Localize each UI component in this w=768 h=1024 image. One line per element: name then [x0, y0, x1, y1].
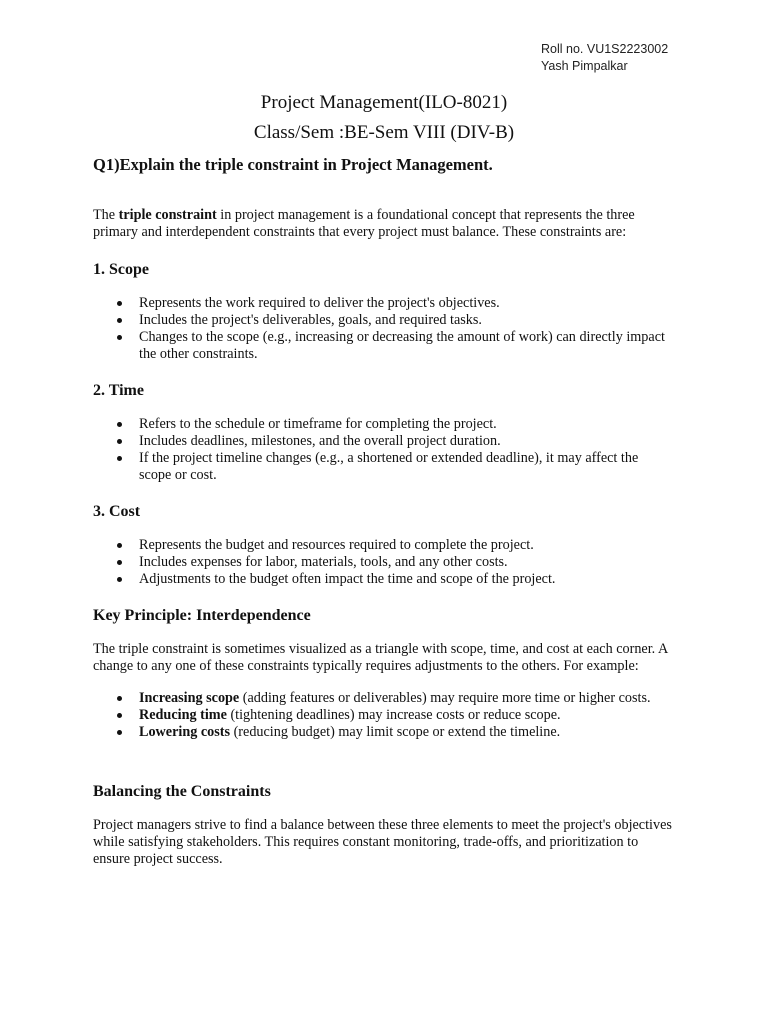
answer-body — [93, 207, 673, 868]
course-title: Project Management(ILO-8021) — [260, 92, 508, 113]
intro-pre: The — [93, 207, 119, 223]
student-header — [541, 41, 668, 75]
item-bold: Lowering costs — [139, 724, 231, 740]
item-bold: Increasing scope — [139, 690, 240, 706]
student-name: Yash Pimpalkar — [541, 59, 628, 73]
item-bold: Reducing time — [139, 707, 227, 723]
scope-heading: 1. Scope — [93, 261, 149, 278]
list-item: Represents the budget and resources required to complete the project. — [139, 537, 673, 554]
list-item — [139, 707, 673, 724]
item-text: (reducing budget) may limit scope or extend the timeline. — [230, 724, 561, 740]
list-item: Represents the work required to deliver the project's objectives. — [139, 295, 673, 312]
list-item: Includes deadlines, milestones, and the overall project duration. — [139, 433, 673, 450]
question-heading: Q1)Explain the triple constraint in Project Management. — [93, 155, 493, 174]
cost-list — [93, 537, 673, 588]
class-sem-title: Class/Sem :BE-Sem VIII (DIV-B) — [253, 122, 515, 143]
list-item — [139, 690, 673, 707]
intro-bold: triple constraint — [118, 207, 217, 223]
item-text: (tightening deadlines) may increase costs or reduce scope. — [226, 707, 561, 723]
principle-heading: Key Principle: Interdependence — [93, 607, 311, 624]
list-item: Adjustments to the budget often impact the time and scope of the project. — [139, 571, 673, 588]
scope-list — [93, 295, 673, 363]
roll-number: Roll no. VU1S2223002 — [541, 42, 669, 56]
time-heading: 2. Time — [93, 382, 144, 399]
cost-heading: 3. Cost — [93, 503, 141, 520]
list-item: Includes expenses for labor, materials, tools, and any other costs. — [139, 554, 673, 571]
item-text: (adding features or deliverables) may require more time or higher costs. — [239, 690, 651, 706]
list-item: Includes the project's deliverables, goals, and required tasks. — [139, 312, 673, 329]
list-item — [139, 724, 673, 741]
list-item: Changes to the scope (e.g., increasing or decreasing the amount of work) can directly impact the other constraints. — [139, 329, 673, 363]
time-list — [93, 416, 673, 484]
balancing-heading: Balancing the Constraints — [93, 783, 271, 800]
principle-paragraph: The triple constraint is sometimes visualized as a triangle with scope, time, and cost at each corner. A change to any one of these constraints typically requires adjustments to the others. For example: — [93, 641, 668, 674]
balancing-paragraph: Project managers strive to find a balance between these three elements to meet the project's objectives while satisfying stakeholders. This requires constant monitoring, trade-offs, and prioritization to ensure project success. — [93, 817, 672, 867]
intro-paragraph — [93, 207, 673, 241]
intro-post: in project management is a foundational concept that represents the three primary and interdependent constraints that every project must balance. These constraints are: — [93, 207, 635, 240]
list-item: If the project timeline changes (e.g., a shortened or extended deadline), it may affect the scope or cost. — [139, 450, 673, 484]
principle-list — [93, 690, 673, 741]
list-item: Refers to the schedule or timeframe for completing the project. — [139, 416, 673, 433]
document-titles — [0, 88, 768, 148]
